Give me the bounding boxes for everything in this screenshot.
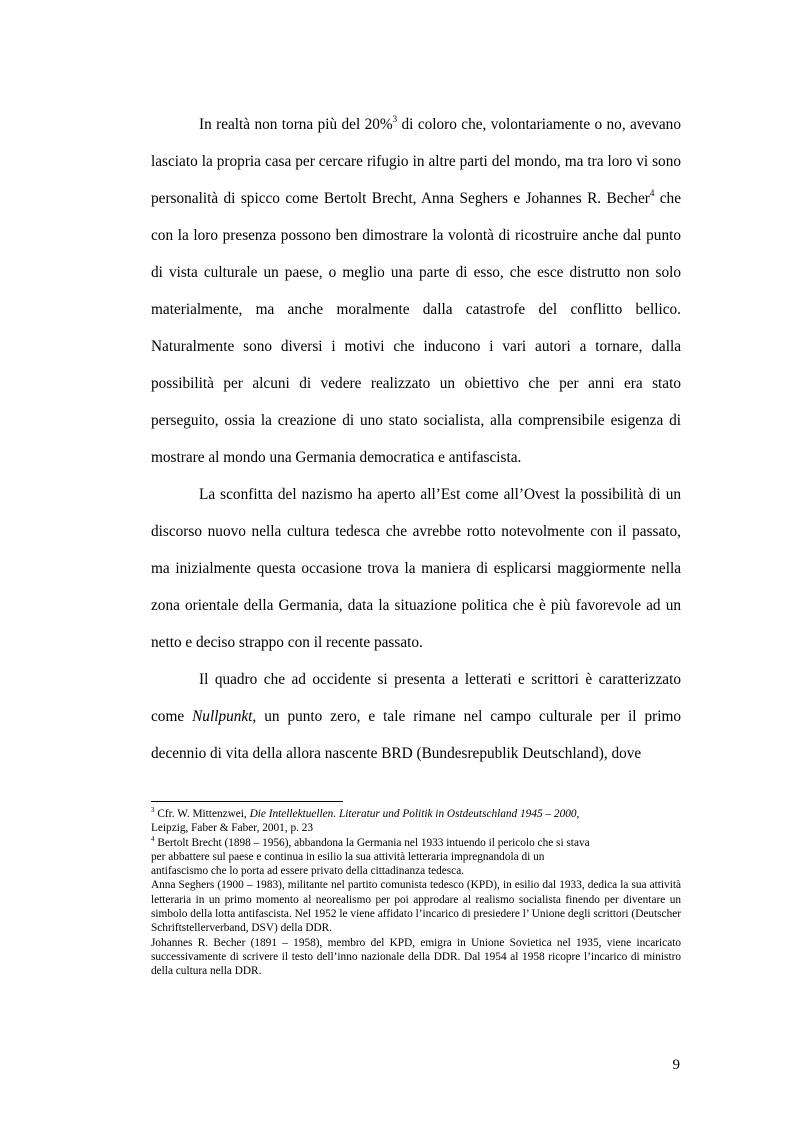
body-text <box>151 106 681 772</box>
p1-text-a: In realtà non torna più del 20% <box>199 116 393 133</box>
footnote-4-line-3: antifascismo che lo porta ad essere privato della cittadinanza tedesca. <box>151 865 465 878</box>
footnotes <box>151 807 681 979</box>
footnote-ref-3[interactable]: 3 <box>392 114 398 124</box>
paragraph-3 <box>151 661 681 772</box>
footnote-becher: Johannes R. Becher (1891 – 1958), membro del KPD, emigra in Unione Sovietica nel 1935, viene incaricato successivamente di scrivere il testo dell’inno nazionale della DDR. Dal 1954 al 1958 ricopre l’incarico di ministro della cultura nella DDR. <box>151 936 681 978</box>
paragraph-1 <box>151 106 681 476</box>
footnote-separator <box>151 801 343 802</box>
footnote-3-number: 3 <box>151 806 155 814</box>
footnote-seghers: Anna Seghers (1900 – 1983), militante nel partito comunista tedesco (KPD), in esilio dal 1933, dedica la sua attività letteraria in un primo momento al neorealismo per poi approdare al realismo socialista finendo per diventare un simbolo della lotta antifascista. Nel 1952 le viene affidato l’incarico di presiedere l’ Unione degli scrittori (Deutscher Schriftstellerverband, DSV) della DDR. <box>151 879 681 935</box>
page-number: 9 <box>672 1057 680 1073</box>
footnote-3-line-2: Leipzig, Faber & Faber, 2001, p. 23 <box>151 822 314 835</box>
footnote-4 <box>151 836 681 850</box>
p1-text-b: di coloro che, volontariamente o no, avevano lasciato la propria casa per cercare rifugio in altre parti del mondo, ma tra loro vi sono personalità di spicco come Bertolt Brecht, Anna Seghers e Johannes R. Becher <box>151 116 681 207</box>
paragraph-2: La sconfitta del nazismo ha aperto all’Est come all’Ovest la possibilità di un discorso nuovo nella cultura tedesca che avrebbe rotto notevolmente con il passato, ma inizialmente questa occasione trova la maniera di esplicarsi maggiormente nella zona orientale della Germania, data la situazione politica che è più favorevole ad un netto e deciso strappo con il recente passato. <box>151 486 681 651</box>
footnote-3 <box>151 807 681 821</box>
p1-text-c: che con la loro presenza possono ben dimostrare la volontà di ricostruire anche dal punto di vista culturale un paese, o meglio una parte di esso, che esce distrutto non solo materialmente, ma anche moralmente dalla catastrofe del conflitto bellico. Naturalmente sono diversi i motivi che inducono i vari autori a tornare, dalla possibilità per alcuni di vedere realizzato un obiettivo che per anni era stato perseguito, ossia la creazione di uno stato socialista, alla comprensibile esigenza di mostrare al mondo una Germania democratica e antifascista. <box>151 190 681 466</box>
p3-emphasis: Nullpunkt, <box>192 708 257 725</box>
p3-text-b: un punto zero, e tale rimane nel campo culturale per il primo decennio di vita della allora nascente BRD (Bundesrepublik Deutschland), dove <box>151 708 681 762</box>
footnote-ref-4[interactable]: 4 <box>649 188 655 198</box>
footnote-3-text-a: Cfr. W. Mittenzwei, <box>154 808 250 820</box>
footnote-4-number: 4 <box>151 834 155 843</box>
p3-text-a: Il quadro che ad occidente si presenta a letterati e scrittori è caratterizzato come <box>151 671 681 725</box>
footnote-3-title: Die Intellektuellen. Literatur und Politik in Ostdeutschland 1945 – 2000, <box>249 808 580 820</box>
footnote-4-line-1: Bertolt Brecht (1898 – 1956), abbandona la Germania nel 1933 intuendo il pericolo che si stava <box>154 836 590 849</box>
footnote-4-line-2: per abbattere sul paese e continua in esilio la sua attività letteraria impregnandola di un <box>151 850 545 863</box>
